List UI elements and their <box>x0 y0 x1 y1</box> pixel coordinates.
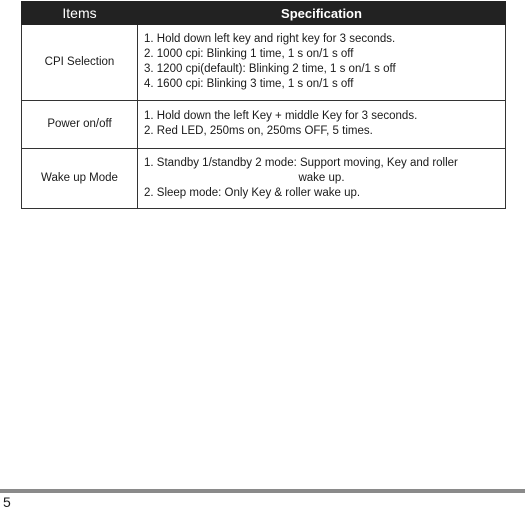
header-items: Items <box>22 2 138 25</box>
spec-line: 3. 1200 cpi(default): Blinking 2 time, 1 s on/1 s off <box>144 63 396 75</box>
item-power-on-off: Power on/off <box>22 101 138 149</box>
spec-cpi-selection <box>138 25 506 101</box>
spec-line: 2. 1000 cpi: Blinking 1 time, 1 s on/1 s off <box>144 48 354 60</box>
item-cpi-selection: CPI Selection <box>22 25 138 101</box>
spec-wake-up-mode <box>138 149 506 209</box>
table-row <box>22 149 506 209</box>
item-wake-up-mode: Wake up Mode <box>22 149 138 209</box>
header-specification: Specification <box>138 2 506 25</box>
page-number: 5 <box>3 494 11 510</box>
spec-line: 2. Red LED, 250ms on, 250ms OFF, 5 times. <box>144 125 373 137</box>
spec-line: 1. Hold down the left Key + middle Key for 3 seconds. <box>144 110 418 122</box>
table-row <box>22 101 506 149</box>
spec-power-on-off <box>138 101 506 149</box>
spec-line: 1. Standby 1/standby 2 mode: Support moving, Key and roller <box>144 156 458 169</box>
table-row <box>22 25 506 101</box>
spec-line: 4. 1600 cpi: Blinking 3 time, 1 s on/1 s off <box>144 78 354 90</box>
table-header-row <box>22 2 506 25</box>
spec-line-continuation: wake up. <box>298 171 345 184</box>
spec-line: 1. Hold down left key and right key for 3 seconds. <box>144 33 396 45</box>
footer-divider <box>0 489 525 493</box>
spec-line: 2. Sleep mode: Only Key & roller wake up. <box>144 186 361 199</box>
specification-table <box>21 1 506 209</box>
